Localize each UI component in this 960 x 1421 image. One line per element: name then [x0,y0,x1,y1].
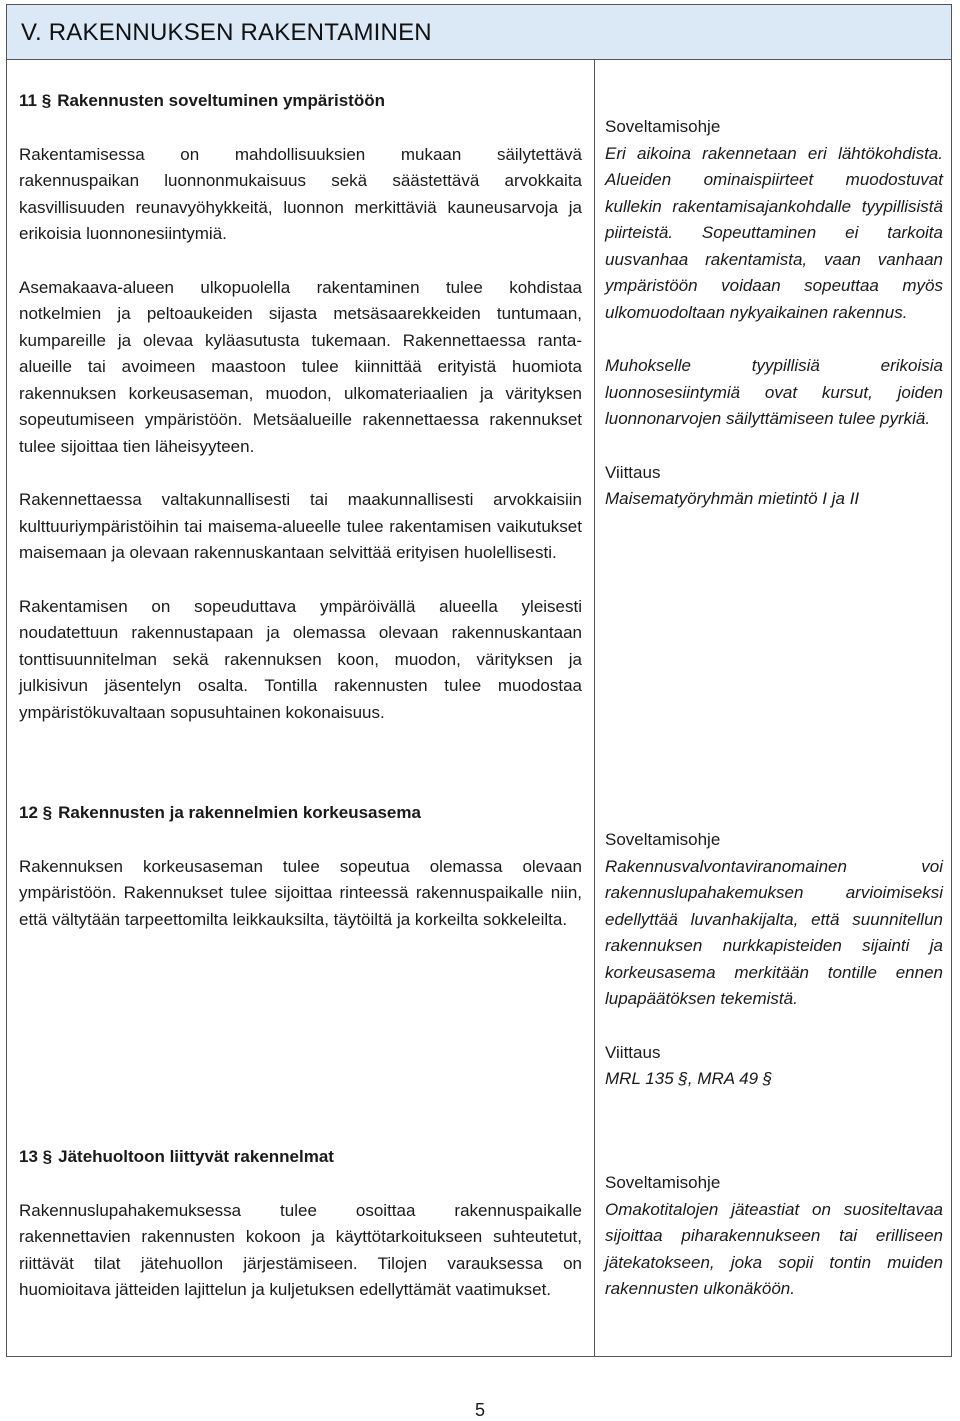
section-12-reference-label: Viittaus [605,1042,661,1062]
section-13-guideline-label: Soveltamisohje [605,1173,721,1192]
section-12-guideline-text: Rakennusvalvontaviranomainen voi rakennuslupahakemuksen arvioimiseksi edellyttää luvanhakijalta, että suunnitellun rakennuksen nurkkapisteiden sijainti ja korkeusasema merkitään tontille ennen lupapäätöksen tekemistä. [605,856,943,1008]
section-11-paragraph-2: Asemakaava-alueen ulkopuolella rakentaminen tulee kohdistaa notkelmien ja peltoaukeiden sijasta metsäsaarekkeiden tuntumaan, kumpareille ja olevaa kyläasutusta tukemaan. Rakennettaessa ranta-alueille tai avoimeen maastoon tulee kiinnittää erityistä huomiota rakennuksen korkeusaseman, muodon, ulkomateriaalien ja värityksen sopeutumiseen ympäristöön. Metsäalueille rakennettaessa rakennukset tulee sijoittaa tien läheisyyteen. [19,277,582,456]
section-11-heading [19,88,582,115]
section-11-paragraph-4: Rakentamisen on sopeuduttava ympäröivällä alueella yleisesti noudatettuun rakennustapaan ja olemassa olevaan rakennuskantaan tonttisuunnitelman sekä rakennuksen koon, muodon, värityksen ja julkisivun jäsentelyn osalta. Tontilla rakennusten tulee muodostaa ympäristökuvaltaan sopusuhtainen kokonaisuus. [19,596,582,722]
section-11-side [605,114,943,513]
section-12-title: Rakennusten ja rakennelmien korkeusasema [58,803,421,822]
section-12-main [19,800,582,933]
section-11-title: Rakennusten soveltuminen ympäristöön [57,91,385,110]
section-12-reference-text: MRL 135 §, MRA 49 § [605,1069,773,1088]
section-12-number: 12 [19,803,38,822]
section-11-sign: § [41,91,52,110]
section-12-heading [19,800,582,827]
section-13-main [19,1144,582,1304]
section-13-paragraph-1: Rakennuslupahakemuksessa tulee osoittaa rakennuspaikalle rakennettavien rakennusten kokoon ja käyttötarkoitukseen suhteutetut, riittävät tilat jätehuollon järjestämiseen. Tilojen varauksessa on huomioitava jätteiden lajittelun ja kuljetuksen edellyttämät vaatimukset. [19,1200,582,1299]
section-12-side [605,827,943,1093]
chapter-title: V. RAKENNUKSEN RAKENTAMINEN [21,19,432,46]
section-11-paragraph-1: Rakentamisessa on mahdollisuuksien mukaan säilytettävä rakennuspaikan luonnonmukaisuus sekä säästettävä arvokkaita kasvillisuuden reunavyöhykkeitä, luonnon merkittäviä kauneusarvoja ja erikoisia luonnonesiintymiä. [19,144,582,243]
column-divider [594,60,595,1357]
section-11-main [19,88,582,726]
section-11-paragraph-3: Rakennettaessa valtakunnallisesti tai maakunnallisesti arvokkaisiin kulttuuriympäristöihin tai maisema-alueelle tulee rakentamisen vaikutukset maisemaan ja olevaan rakennuskantaan selvittää erityisen huolellisesti. [19,490,582,562]
section-13-side [605,1170,943,1303]
section-12-paragraph-1: Rakennuksen korkeusaseman tulee sopeutua olemassa olevaan ympäristöön. Rakennukset tulee sijoittaa rinteessä rakennuspaikalle niin, että vältytään tarpeettomilta leikkauksilta, täytöiltä ja korkeilta sokkeleilta. [19,856,582,929]
section-11-guideline-2: Muhokselle tyypillisiä erikoisia luonnosesiintymiä ovat kursut, joiden luonnonarvojen säilyttämiseen tulee pyrkiä. [605,356,943,428]
section-13-number: 13 [19,1147,38,1166]
page-number: 5 [474,1400,485,1420]
section-11-reference-label: Viittaus [605,462,661,482]
section-12-sign: § [42,803,53,822]
section-13-guideline-text: Omakotitalojen jäteastiat on suositeltavaa sijoittaa piharakennukseen tai erilliseen jätekatokseen, joka sopii tontin muiden rakennusten ulkonäköön. [605,1199,943,1298]
section-13-heading [19,1144,582,1171]
section-11-reference-text: Maisematyöryhmän mietintö I ja II [605,489,860,508]
section-11-guideline-label: Soveltamisohje [605,117,721,136]
section-11-number: 11 [19,91,37,110]
section-12-guideline-label: Soveltamisohje [605,830,721,849]
section-13-sign: § [42,1147,53,1166]
section-13-title: Jätehuoltoon liittyvät rakennelmat [58,1147,334,1166]
section-11-guideline-1: Eri aikoina rakennetaan eri lähtökohdista. Alueiden ominaispiirteet muodostuvat kullekin rakentamisajankohdalle tyypillisistä piirteistä. Sopeuttaminen ei tarkoita uusvanhaa rakentamista, vaan vanhaan ympäristöön voidaan sopeuttaa myös ulkomuodoltaan nykyaikainen rakennus. [605,143,943,322]
chapter-header [6,4,952,60]
